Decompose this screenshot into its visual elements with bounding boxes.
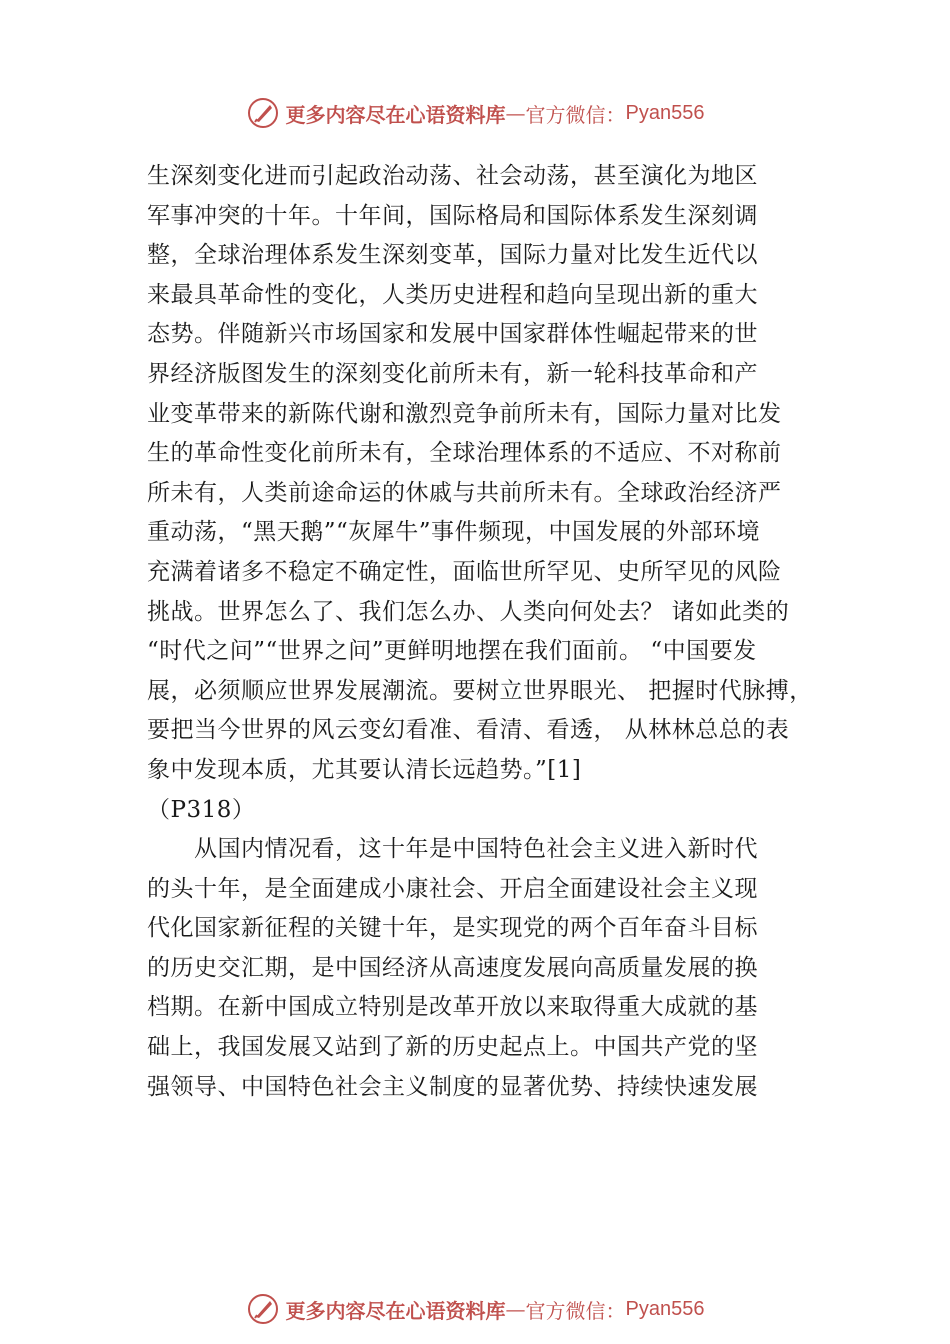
text-line: 强领导、中国特色社会主义制度的显著优势、持续快速发展 — [147, 1073, 758, 1100]
text-line: 来最具革命性的变化，人类历史进程和趋向呈现出新的重大 — [147, 281, 758, 308]
header-dash: — — [505, 101, 526, 125]
page-footer — [0, 1292, 950, 1326]
text-line: 档期。在新中国成立特别是改革开放以来取得重大成就的基 — [147, 994, 758, 1021]
text-line: 挑战。世界怎么了、我们怎么办、人类向何处去？ 诸如此类的 — [147, 598, 790, 625]
text-line: 要把当今世界的风云变幻看准、看清、看透， 从林林总总的表 — [147, 717, 790, 744]
text-line: 军事冲突的十年。十年间，国际格局和国际体系发生深刻调 — [147, 202, 758, 229]
header-wechat-id: Pyan556 — [625, 101, 705, 124]
text-line: （P318） — [147, 796, 256, 823]
text-line: 础上，我国发展又站到了新的历史起点上。中国共产党的坚 — [147, 1034, 758, 1061]
text-line: 的历史交汇期，是中国经济从高速度发展向高质量发展的换 — [147, 954, 758, 981]
text-line: 所未有，人类前途命运的休戚与共前所未有。全球政治经济严 — [147, 479, 782, 506]
text-line: 业变革带来的新陈代谢和激烈竞争前所未有，国际力量对比发 — [147, 400, 782, 427]
footer-wechat-id: Pyan556 — [625, 1297, 705, 1320]
footer-dash: — — [505, 1297, 526, 1321]
page-header — [0, 96, 950, 130]
text-line: 象中发现本质，尤其要认清长远趋势。”[1] — [147, 756, 582, 783]
header-label: 官方微信： — [525, 102, 626, 127]
text-line: 代化国家新征程的关键十年，是实现党的两个百年奋斗目标 — [147, 915, 758, 942]
text-line: 生的革命性变化前所未有，全球治理体系的不适应、不对称前 — [147, 440, 782, 467]
text-line: 充满着诸多不稳定不确定性，面临世所罕见、史所罕见的风险 — [147, 558, 782, 585]
text-line: 展，必须顺应世界发展潮流。要树立世界眼光、 把握时代脉搏， — [147, 677, 813, 704]
text-line: “时代之问”“世界之问”更鲜明地摆在我们面前。 “中国要发 — [147, 638, 757, 665]
footer-label: 官方微信： — [525, 1298, 626, 1323]
quill-logo-icon — [246, 96, 280, 130]
text-line: 重动荡，“黑天鹅”“灰犀牛”事件频现，中国发展的外部环境 — [147, 519, 761, 546]
text-line: 整，全球治理体系发生深刻变革，国际力量对比发生近代以 — [147, 242, 758, 269]
text-line: 从国内情况看，这十年是中国特色社会主义进入新时代 — [147, 836, 758, 863]
body-text — [147, 157, 827, 1107]
text-line: 的头十年，是全面建成小康社会、开启全面建设社会主义现 — [147, 875, 758, 902]
text-line: 生深刻变化进而引起政治动荡、社会动荡，甚至演化为地区 — [147, 163, 758, 189]
quill-logo-icon — [246, 1292, 280, 1326]
text-line: 界经济版图发生的深刻变化前所未有，新一轮科技革命和产 — [147, 360, 758, 387]
footer-brand: 更多内容尽在心语资料库 — [285, 1298, 506, 1323]
header-brand: 更多内容尽在心语资料库 — [285, 102, 506, 127]
text-line: 态势。伴随新兴市场国家和发展中国家群体性崛起带来的世 — [147, 321, 758, 348]
